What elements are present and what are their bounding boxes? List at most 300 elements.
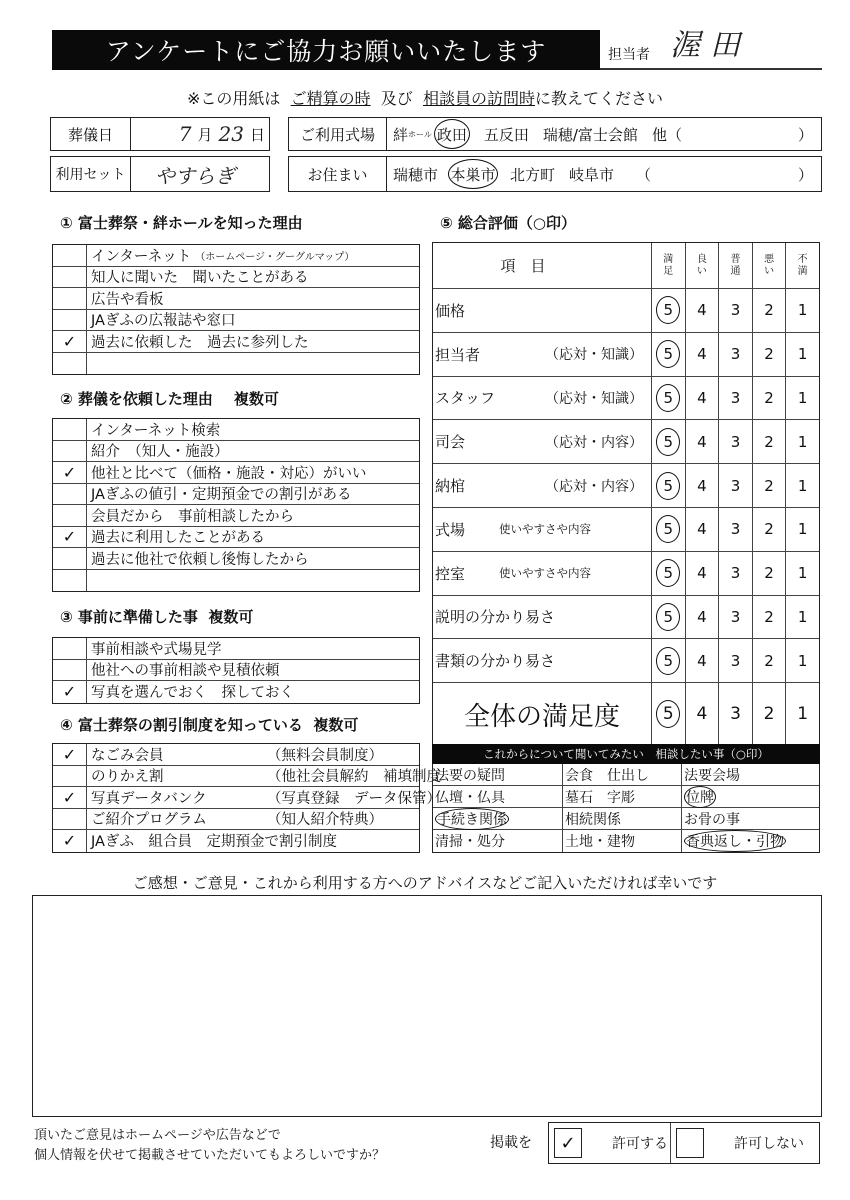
consult-option[interactable] [433, 764, 563, 786]
rating-value: 5 [656, 428, 680, 456]
rating-option[interactable] [652, 289, 686, 332]
rating-value: 4 [697, 607, 707, 626]
consent-options [548, 1122, 820, 1164]
q3-heading-text: ③ 事前に準備した事 [60, 608, 198, 626]
rating-option[interactable] [786, 420, 819, 463]
rating-value: 3 [730, 607, 741, 626]
rating-option[interactable] [686, 552, 720, 595]
q4-checklist [52, 743, 441, 853]
item-note: （ホームページ・グーグルマップ） [195, 251, 355, 263]
rating-item-text: 控室 [435, 564, 466, 583]
rating-value: 2 [764, 432, 774, 451]
day-unit: 日 [249, 125, 265, 144]
item-label [87, 787, 441, 808]
rating-option[interactable] [652, 508, 686, 551]
rating-item-sub: 使いやすさや内容 [499, 522, 591, 537]
rating-option[interactable] [786, 464, 819, 507]
scale-header [786, 243, 819, 288]
q2-item[interactable] [53, 548, 419, 570]
checkbox[interactable] [53, 441, 87, 462]
deny-checkbox[interactable] [676, 1128, 704, 1158]
item-text: インターネット検索 [91, 422, 221, 439]
q1-item[interactable] [53, 331, 419, 353]
rating-item-label [433, 377, 652, 420]
rating-value: 2 [764, 301, 774, 320]
consult-option[interactable] [433, 786, 563, 808]
rating-value: 4 [697, 345, 707, 364]
rating-item-label [433, 552, 652, 595]
item-header: 項 目 [433, 243, 652, 288]
checkbox[interactable] [53, 548, 87, 569]
rating-option[interactable] [753, 289, 787, 332]
rating-value: 1 [797, 345, 808, 364]
address-other-open[interactable]: （ [636, 165, 652, 184]
consult-option-label: 仏壇・仏具 [435, 789, 505, 806]
consult-option-label: 位牌 [684, 786, 716, 808]
scale-header-top: 良 [696, 253, 707, 265]
rating-value: 5 [656, 559, 680, 587]
item-label [87, 548, 419, 569]
rating-value: 5 [656, 603, 680, 631]
rating-option[interactable] [753, 552, 787, 595]
rating-item-text: 司会 [435, 433, 466, 452]
consent-divider [670, 1123, 671, 1163]
rating-item-text: 担当者 [435, 345, 481, 364]
scale-header [719, 243, 753, 288]
venue-option-mizuho[interactable]: 瑞穂/富士会館 [542, 125, 638, 144]
rating-value: 5 [656, 515, 680, 543]
rating-value: 2 [763, 704, 775, 725]
rating-row [433, 333, 819, 377]
scale-header-bottom: 通 [730, 265, 741, 277]
scale-header-top: 悪 [764, 253, 775, 265]
rating-option[interactable] [686, 289, 720, 332]
venue-option-masada[interactable]: 政田 [434, 119, 470, 149]
item-text: 他社と比べて（価格・施設・対応）がいい [91, 465, 367, 482]
item-text: JAぎふの広報誌や窓口 [91, 313, 236, 330]
q4-item[interactable] [53, 830, 419, 852]
consent-question-line1: 頂いたご意見はホームページや広告などで [34, 1128, 281, 1143]
rating-item-label [433, 683, 652, 745]
consult-grid [432, 764, 820, 853]
scale-header-top: 満 [663, 253, 674, 265]
rating-option[interactable] [786, 552, 819, 595]
rating-option[interactable] [652, 420, 686, 463]
rating-option[interactable] [719, 377, 753, 420]
checkbox[interactable]: ✓ [53, 744, 87, 765]
item-text: 紹介 （知人・施設） [91, 444, 229, 461]
rating-option[interactable] [686, 596, 720, 639]
item-text: JAぎふ 組合員 定期預金で割引制度 [91, 834, 337, 851]
q2-multi: 複数可 [233, 390, 279, 408]
consult-option-label: 法要会場 [684, 767, 740, 784]
funeral-day-value: 23 [218, 122, 244, 146]
q3-item[interactable] [53, 638, 419, 660]
item-label [87, 441, 419, 462]
checkbox[interactable] [53, 245, 87, 266]
rating-option[interactable] [652, 639, 686, 682]
rating-item-label [433, 639, 652, 682]
rating-item-sub: （応対・内容） [545, 434, 643, 451]
rating-value: 1 [797, 432, 808, 451]
q1-item[interactable] [53, 267, 419, 289]
rating-option[interactable] [786, 683, 819, 745]
venue-option-other[interactable]: 他（ [651, 125, 682, 144]
rating-row [433, 289, 819, 333]
item-label [87, 660, 419, 681]
rating-table [432, 242, 820, 746]
item-label [87, 744, 419, 765]
checkbox[interactable] [53, 484, 87, 505]
month-unit: 月 [197, 125, 213, 144]
address-option-kitagata[interactable]: 北方町 [510, 165, 556, 184]
rating-option[interactable] [652, 464, 686, 507]
rating-item-text: 書類の分かり易さ [435, 652, 556, 671]
rating-value: 5 [656, 700, 680, 728]
rating-row [433, 420, 819, 464]
q2-item[interactable] [53, 527, 419, 549]
notice-prefix: ※この用紙は [187, 89, 281, 108]
checkbox[interactable] [53, 766, 87, 787]
q4-item[interactable] [53, 787, 441, 809]
item-label [87, 419, 419, 440]
rating-option[interactable] [686, 683, 720, 745]
consult-option-label: 清掃・処分 [435, 834, 505, 850]
consult-option-label: 法要の疑問 [435, 767, 505, 784]
consult-heading: これからについて聞いてみたい 相談したい事（○印） [432, 744, 820, 764]
item-text: 事前相談や式場見学 [91, 641, 222, 658]
item-text: 知人に聞いた 聞いたことがある [91, 270, 309, 287]
address-option-motosu[interactable]: 本巣市 [448, 159, 498, 189]
rating-value: 4 [696, 704, 708, 725]
q2-item[interactable] [53, 419, 419, 441]
item-text: 過去に利用したことがある [91, 530, 265, 547]
rating-value: 4 [697, 564, 707, 583]
venue-field[interactable] [288, 117, 822, 151]
item-text: 写真データバンク [91, 790, 207, 807]
rating-item-text: 説明の分かり易さ [435, 608, 556, 627]
item-label [87, 462, 419, 483]
q4-item[interactable] [53, 766, 441, 788]
rating-value: 3 [730, 432, 741, 451]
rating-item-text: 全体の満足度 [463, 701, 620, 732]
checkbox[interactable]: ✓ [53, 830, 87, 852]
rating-option[interactable] [786, 508, 819, 551]
consult-option[interactable] [433, 808, 563, 830]
item-text: 写真を選んでおく 探しておく [91, 685, 294, 702]
q3-checklist [52, 637, 420, 704]
item-label [87, 267, 419, 288]
item-label [87, 527, 419, 548]
rating-option[interactable] [786, 639, 819, 682]
scale-header-bottom: い [696, 265, 707, 277]
rating-option[interactable] [753, 596, 787, 639]
rating-item-sub: （応対・知識） [545, 390, 643, 407]
rating-value: 2 [764, 520, 774, 539]
rating-value: 3 [730, 301, 741, 320]
notice-suffix: に教えてください [534, 89, 663, 108]
item-note: （写真登録 データ保管） [267, 790, 441, 807]
q2-heading [60, 388, 279, 409]
item-text: 過去に依頼した 過去に参列した [91, 334, 309, 351]
rating-option[interactable] [652, 552, 686, 595]
venue-prefix-small: ホール [408, 129, 432, 139]
q2-checklist [52, 418, 420, 592]
consult-option[interactable] [563, 830, 682, 852]
venue-label: ご利用式場 [289, 118, 387, 150]
rating-option[interactable] [719, 420, 753, 463]
rating-option[interactable] [753, 420, 787, 463]
item-text: 過去に他社で依頼し後悔したから [91, 551, 309, 568]
notice-and: 及び [380, 89, 413, 108]
q2-item[interactable] [53, 462, 419, 484]
rating-value: 2 [764, 476, 774, 495]
q1-item[interactable] [53, 288, 419, 310]
rating-value: 4 [697, 520, 707, 539]
rating-value: 3 [730, 564, 741, 583]
rating-value: 1 [797, 388, 808, 407]
item-label [87, 245, 419, 266]
rating-option[interactable] [686, 464, 720, 507]
consult-option[interactable] [563, 808, 682, 830]
rating-option[interactable] [652, 377, 686, 420]
venue-option-gotanda[interactable]: 五反田 [483, 125, 529, 144]
consult-option-label: 土地・建物 [565, 834, 635, 850]
consult-option[interactable] [563, 764, 682, 786]
rating-item-label [433, 333, 652, 376]
rating-item-sub: 使いやすさや内容 [499, 566, 591, 581]
item-note: （無料会員制度） [267, 747, 383, 764]
rating-value: 5 [656, 472, 680, 500]
rating-option[interactable] [686, 377, 720, 420]
item-note: （知人紹介特典） [267, 812, 383, 829]
rating-value: 5 [656, 384, 680, 412]
rating-option[interactable] [786, 333, 819, 376]
notice-timing-settlement: ご精算の時 [290, 89, 371, 108]
q1-item[interactable] [53, 353, 419, 375]
rating-option[interactable] [786, 289, 819, 332]
consult-option[interactable] [682, 786, 819, 808]
rating-value: 3 [730, 388, 741, 407]
consult-option-label: 会食 仕出し [565, 767, 649, 784]
checkbox[interactable] [53, 570, 87, 592]
rating-value: 4 [697, 432, 707, 451]
consult-option-label: 墓石 字彫 [565, 789, 635, 806]
q5-heading: ⑤ 総合評価（○印） [440, 214, 577, 232]
item-label [87, 484, 419, 505]
consult-option[interactable] [682, 764, 819, 786]
rating-value: 1 [797, 704, 809, 725]
rating-option[interactable] [753, 508, 787, 551]
rating-option[interactable] [753, 464, 787, 507]
scale-header-top: 普 [730, 253, 741, 265]
consent-label: 掲載を [490, 1135, 532, 1151]
allow-label: 許可する [612, 1136, 668, 1152]
consult-option[interactable] [433, 830, 563, 852]
scale-header-bottom: い [764, 265, 775, 277]
rating-value: 1 [797, 520, 808, 539]
checkbox[interactable]: ✓ [53, 681, 87, 703]
address-label: お住まい [289, 157, 387, 191]
rating-item-text: 納棺 [435, 477, 466, 496]
rating-row [433, 464, 819, 508]
venue-other-close: ） [797, 125, 813, 144]
checkbox[interactable]: ✓ [53, 331, 87, 352]
set-value: やすらぎ [155, 163, 235, 188]
q4-item[interactable] [53, 744, 419, 766]
address-field[interactable] [288, 156, 822, 192]
rating-value: 2 [764, 651, 774, 670]
deny-label: 許可しない [734, 1136, 804, 1152]
address-option-gifu[interactable]: 岐阜市 [569, 165, 615, 184]
consult-option[interactable] [682, 808, 819, 830]
rating-option[interactable] [719, 683, 753, 745]
checkbox[interactable] [53, 660, 87, 681]
rating-option[interactable] [652, 683, 686, 745]
checkbox[interactable] [53, 310, 87, 331]
item-text: 他社への事前相談や見積依頼 [91, 663, 280, 680]
address-option-mizuho[interactable]: 瑞穂市 [393, 165, 439, 184]
rating-option[interactable] [753, 683, 787, 745]
rating-option[interactable] [786, 596, 819, 639]
item-label [87, 288, 419, 309]
item-label [87, 331, 419, 352]
rating-option[interactable] [719, 639, 753, 682]
consult-option[interactable] [563, 786, 682, 808]
rating-value: 4 [697, 651, 707, 670]
q3-item[interactable] [53, 660, 419, 682]
item-text: 会員だから 事前相談したから [91, 508, 294, 525]
rating-value: 5 [656, 296, 680, 324]
q1-item[interactable] [53, 245, 419, 267]
rating-option[interactable] [719, 464, 753, 507]
rating-option[interactable] [686, 333, 720, 376]
consult-option-label: 香典返し・引物 [684, 830, 786, 852]
rating-item-label [433, 596, 652, 639]
rating-option[interactable] [753, 377, 787, 420]
venue-prefix: 絆 [393, 125, 409, 144]
comments-textarea[interactable] [32, 895, 822, 1117]
rating-option[interactable] [686, 508, 720, 551]
item-label [87, 638, 419, 659]
q4-item[interactable] [53, 809, 419, 831]
scale-header [652, 243, 686, 288]
rating-value: 3 [730, 476, 741, 495]
checkbox[interactable]: ✓ [53, 787, 87, 808]
q3-item[interactable] [53, 681, 419, 703]
rating-value: 2 [764, 564, 774, 583]
rating-option[interactable] [753, 333, 787, 376]
q4-heading-text: ④ 富士葬祭の割引制度を知っている [60, 716, 303, 734]
item-label [87, 505, 419, 526]
rating-option[interactable] [719, 552, 753, 595]
checkbox[interactable] [53, 638, 87, 659]
allow-checkbox[interactable]: ✓ [554, 1128, 582, 1158]
rating-option[interactable] [786, 377, 819, 420]
rating-item-label [433, 464, 652, 507]
rating-value: 1 [797, 476, 808, 495]
rating-option[interactable] [652, 596, 686, 639]
rating-row [433, 552, 819, 596]
q2-heading-text: ② 葬儀を依頼した理由 [60, 390, 213, 408]
staff-field[interactable] [600, 30, 822, 70]
funeral-date-field[interactable] [50, 117, 270, 151]
overall-rating-row [433, 683, 819, 745]
scale-header-top: 不 [797, 253, 808, 265]
item-text: JAぎふの値引・定期預金での割引がある [91, 487, 352, 504]
rating-option[interactable] [753, 639, 787, 682]
consult-option[interactable] [682, 830, 819, 852]
rating-item-text: 価格 [435, 301, 466, 320]
q2-item[interactable] [53, 505, 419, 527]
checkbox[interactable] [53, 288, 87, 309]
rating-option[interactable] [686, 420, 720, 463]
funeral-month-value: 7 [178, 122, 192, 146]
q2-item[interactable] [53, 484, 419, 506]
checkbox[interactable] [53, 419, 87, 440]
item-label [87, 830, 419, 852]
rating-option[interactable] [652, 333, 686, 376]
q4-heading [60, 714, 358, 735]
rating-option[interactable] [686, 639, 720, 682]
rating-value: 3 [730, 520, 741, 539]
checkbox[interactable] [53, 809, 87, 830]
q2-item[interactable] [53, 441, 419, 463]
rating-value: 2 [764, 607, 774, 626]
set-label: 利用セット [51, 157, 131, 191]
checkbox[interactable] [53, 353, 87, 375]
rating-item-label [433, 289, 652, 332]
item-label [87, 353, 419, 375]
rating-value: 4 [697, 476, 707, 495]
set-field[interactable] [50, 156, 270, 192]
q2-item[interactable] [53, 570, 419, 592]
scale-header-bottom: 足 [663, 265, 674, 277]
checkbox[interactable] [53, 505, 87, 526]
item-label [87, 570, 419, 592]
item-text: のりかえ割 [91, 769, 164, 786]
q3-multi: 複数可 [208, 608, 254, 626]
rating-value: 1 [797, 651, 808, 670]
rating-option[interactable] [719, 333, 753, 376]
rating-value: 4 [697, 388, 707, 407]
item-text: ご紹介プログラム [91, 812, 207, 829]
rating-value: 2 [764, 345, 774, 364]
staff-label: 担当者 [608, 47, 650, 63]
staff-name: 渥田 [670, 28, 750, 63]
item-text: インターネット [91, 248, 192, 265]
rating-value: 3 [730, 345, 741, 364]
q1-item[interactable] [53, 310, 419, 332]
rating-item-sub: （応対・内容） [545, 478, 643, 495]
notice [0, 86, 850, 109]
consult-option-label: お骨の事 [684, 811, 740, 828]
rating-option[interactable] [719, 596, 753, 639]
item-text: なごみ会員 [91, 747, 164, 764]
q4-multi: 複数可 [313, 716, 359, 734]
item-label [87, 681, 419, 703]
rating-value: 3 [730, 704, 741, 725]
checkbox[interactable]: ✓ [53, 527, 87, 548]
item-note: （他社会員解約 補填制度 [267, 769, 441, 786]
checkbox[interactable]: ✓ [53, 462, 87, 483]
rating-option[interactable] [719, 289, 753, 332]
checkbox[interactable] [53, 267, 87, 288]
consent-question [34, 1126, 385, 1166]
rating-option[interactable] [719, 508, 753, 551]
rating-value: 1 [797, 564, 808, 583]
item-label [87, 766, 441, 787]
